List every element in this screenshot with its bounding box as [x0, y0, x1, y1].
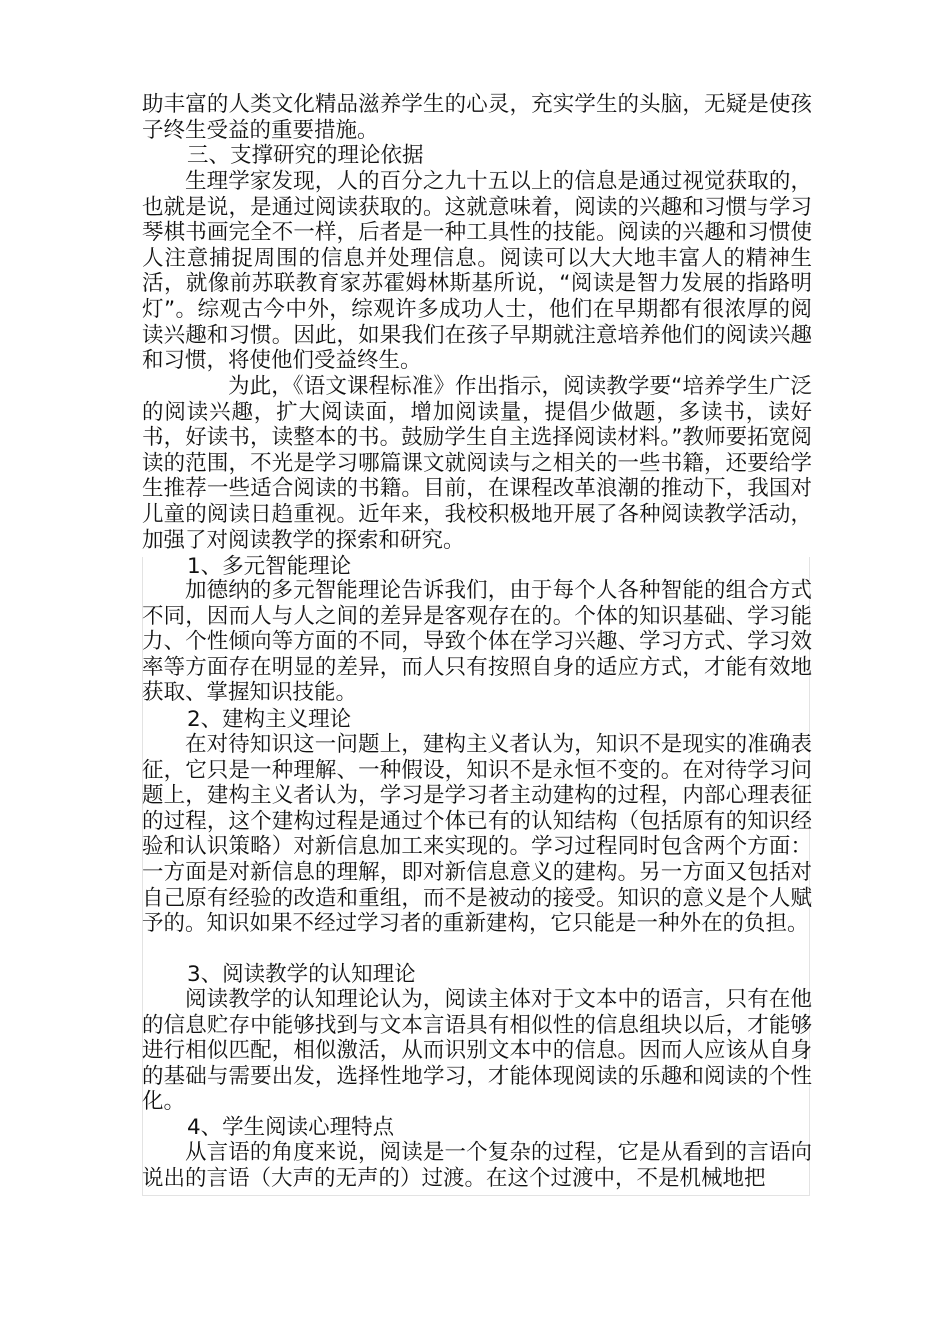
paragraph-intro: 助丰富的人类文化精品滋养学生的心灵，充实学生的头脑，无疑是使孩子终生受益的重要措施。 — [142, 92, 812, 143]
heading-section-3: 三、支撑研究的理论依据 — [187, 143, 424, 168]
paragraph-reading-cognition: 阅读教学的认知理论认为，阅读主体对于文本中的语言，只有在他的信息贮存中能够找到与文本言语具有相似性的信息组块以后，才能够进行相似匹配，相似激活，从而识别文本中的信息。因而人应该从自身的基础与需要出发，选择性地学习，才能体现阅读的乐趣和阅读的个性化。 — [142, 987, 812, 1115]
heading-reading-psychology: 4、学生阅读心理特点 — [187, 1115, 395, 1140]
paragraph-reading-psychology: 从言语的角度来说，阅读是一个复杂的过程，它是从看到的言语向说出的言语（大声的无声的）过渡。在这个过渡中，不是机械地把 — [142, 1140, 812, 1191]
paragraph-multiple-intelligences: 加德纳的多元智能理论告诉我们，由于每个人各种智能的组合方式不同，因而人与人之间的差异是客观存在的。个体的知识基础、学习能力、个性倾向等方面的不同，导致个体在学习兴趣、学习方式、学习效率等方面存在明显的差异，而人只有按照自身的适应方式，才能有效地获取、掌握知识技能。 — [142, 578, 812, 706]
heading-constructivism: 2、建构主义理论 — [187, 707, 352, 732]
heading-reading-cognition: 3、阅读教学的认知理论 — [187, 962, 416, 987]
paragraph-physiology: 生理学家发现，人的百分之九十五以上的信息是通过视觉获取的，也就是说，是通过阅读获取的。这就意味着，阅读的兴趣和习惯与学习琴棋书画完全不一样，后者是一种工具性的技能。阅读的兴趣和习惯使人注意捕捉周围的信息并处理信息。阅读可以大大地丰富人的精神生活，就像前苏联教育家苏霍姆林斯基所说，“阅读是智力发展的指路明灯”。综观古今中外，综观许多成功人士，他们在早期都有很浓厚的阅读兴趣和习惯。因此，如果我们在孩子早期就注意培养他们的阅读兴趣和习惯，将使他们受益终生。 — [142, 169, 812, 374]
paragraph-curriculum-standard: 为此，《语文课程标准》作出指示，阅读教学要“培养学生广泛的阅读兴趣，扩大阅读面，增加阅读量，提倡少做题，多读书，读好书，好读书，读整本的书。鼓励学生自主选择阅读材料。”教师要拓宽阅读的范围，不光是学习哪篇课文就阅读与之相关的一些书籍，还要给学生推荐一些适合阅读的书籍。目前，在课程改革浪潮的推动下，我国对儿童的阅读日趋重视。近年来，我校积极地开展了各种阅读教学活动，加强了对阅读教学的探索和研究。 — [142, 374, 812, 553]
heading-multiple-intelligences: 1、多元智能理论 — [187, 554, 352, 579]
paragraph-constructivism: 在对待知识这一问题上，建构主义者认为，知识不是现实的准确表征，它只是一种理解、一种假设，知识不是永恒不变的。在对待学习问题上，建构主义者认为，学习是学习者主动建构的过程，内部心理表征的过程，这个建构过程是通过个体已有的认知结构（包括原有的知识经验和认识策略）对新信息加工来实现的。学习过程同时包含两个方面：一方面是对新信息的理解，即对新信息意义的建构。另一方面又包括对自己原有经验的改造和重组，而不是被动的接受。知识的意义是个人赋予的。知识如果不经过学习者的重新建构，它只能是一种外在的负担。 — [142, 732, 812, 937]
